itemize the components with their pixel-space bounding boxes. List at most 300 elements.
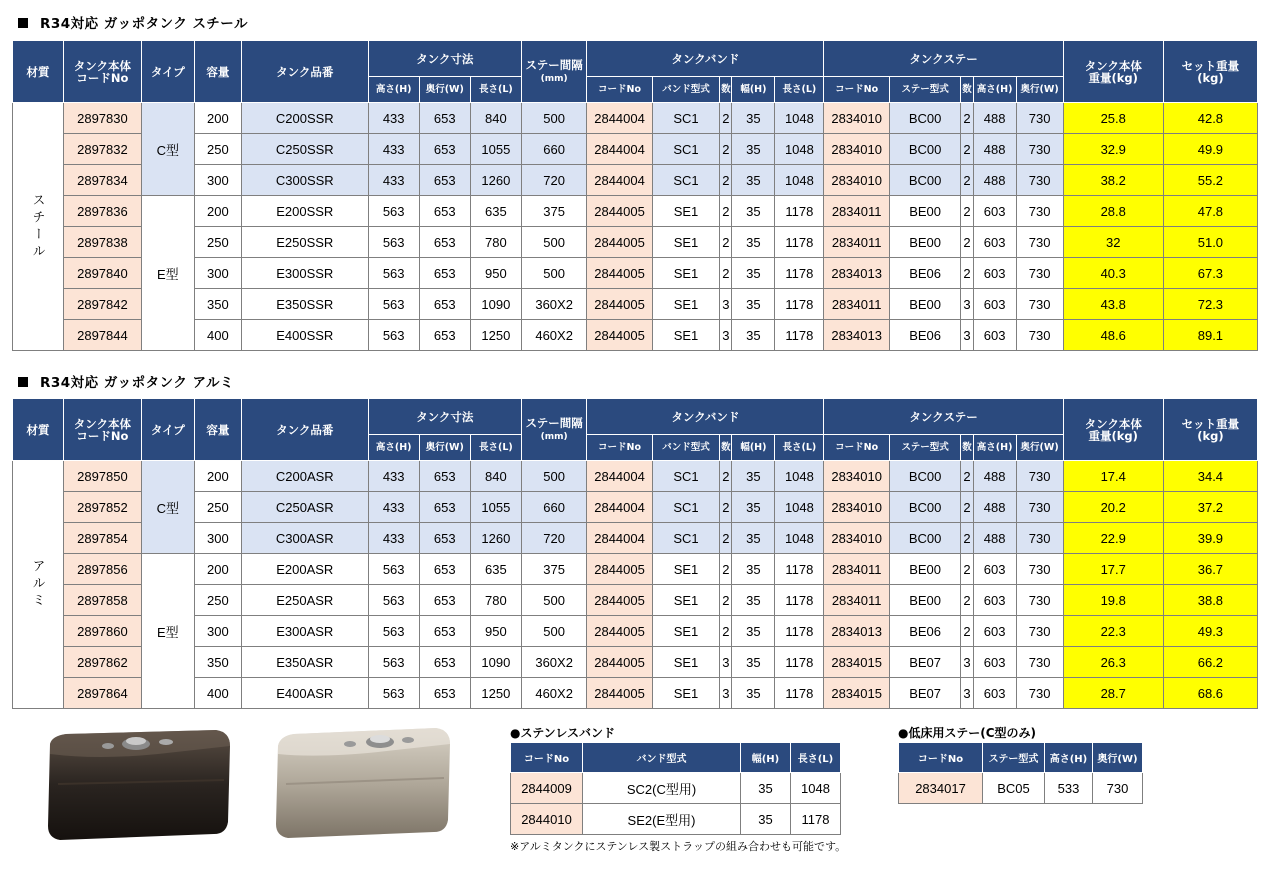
band-type-cell: SE1 <box>652 227 719 258</box>
stay-gap-cell: 375 <box>521 554 586 585</box>
stay-code-cell: 2834010 <box>824 461 889 492</box>
dim-h-cell: 433 <box>368 103 419 134</box>
col-band-h: 幅(H) <box>732 77 775 103</box>
col-capacity: 容量 <box>194 399 241 461</box>
col-stay-gap-bottom: (mm) <box>540 431 568 442</box>
stay-h-cell: 603 <box>973 289 1016 320</box>
stay-n-cell: 2 <box>961 585 973 616</box>
band-n-cell: 2 <box>720 523 732 554</box>
tank-code-cell: 2897842 <box>64 289 142 320</box>
dim-l-cell: 1260 <box>470 165 521 196</box>
stay-w-cell: 730 <box>1016 554 1063 585</box>
stay-code-cell: 2834010 <box>824 134 889 165</box>
model-cell: E250ASR <box>241 585 368 616</box>
capacity-cell: 350 <box>194 289 241 320</box>
band-header-1: バンド型式 <box>583 743 741 773</box>
col-stay-gap-bottom: (mm) <box>540 73 568 84</box>
dim-w-cell: 653 <box>419 289 470 320</box>
col-set-weight-bottom: (kg) <box>1197 428 1224 443</box>
band-cell: 35 <box>741 804 791 835</box>
col-tank-weight-bottom: 重量(kg) <box>1088 70 1138 85</box>
dim-l-cell: 1250 <box>470 320 521 351</box>
band-l-cell: 1048 <box>775 165 824 196</box>
col-band-n: 数 <box>720 77 732 103</box>
col-model: タンク品番 <box>241 399 368 461</box>
stay-gap-cell: 500 <box>521 616 586 647</box>
band-l-cell: 1178 <box>775 227 824 258</box>
stay-w-cell: 730 <box>1016 492 1063 523</box>
tank-code-cell: 2897852 <box>64 492 142 523</box>
band-header-2: 幅(H) <box>741 743 791 773</box>
model-cell: E300SSR <box>241 258 368 289</box>
band-n-cell: 2 <box>720 103 732 134</box>
band-h-cell: 35 <box>732 289 775 320</box>
band-code-cell: 2844004 <box>587 103 652 134</box>
model-cell: C250ASR <box>241 492 368 523</box>
band-code-cell: 2844004 <box>587 165 652 196</box>
band-type-cell: SE1 <box>652 585 719 616</box>
col-set-weight-top: セット重量 <box>1181 58 1240 73</box>
col-stay-w: 奥行(W) <box>1016 435 1063 461</box>
stay-w-cell: 730 <box>1016 165 1063 196</box>
band-h-cell: 35 <box>732 523 775 554</box>
table-row <box>13 616 1258 647</box>
col-stay-gap <box>521 399 586 461</box>
model-cell: E350ASR <box>241 647 368 678</box>
band-type-cell: SE1 <box>652 554 719 585</box>
table-row <box>13 585 1258 616</box>
type-cell: E型 <box>141 196 194 351</box>
stay-type-cell: BE06 <box>889 616 961 647</box>
stay-h-cell: 603 <box>973 647 1016 678</box>
band-header-0: コードNo <box>511 743 583 773</box>
stay-n-cell: 3 <box>961 289 973 320</box>
dim-w-cell: 653 <box>419 227 470 258</box>
band-cell: SE2(E型用) <box>583 804 741 835</box>
header-row <box>13 41 1258 77</box>
stay-type-cell: BC00 <box>889 134 961 165</box>
band-h-cell: 35 <box>732 103 775 134</box>
header-row <box>13 399 1258 435</box>
band-type-cell: SE1 <box>652 647 719 678</box>
tank-weight-cell: 19.8 <box>1063 585 1163 616</box>
stay-h-cell: 603 <box>973 678 1016 709</box>
col-band-code: コードNo <box>587 77 652 103</box>
dim-l-cell: 780 <box>470 585 521 616</box>
dim-h-cell: 563 <box>368 227 419 258</box>
col-material: 材質 <box>13 399 64 461</box>
set-weight-cell: 66.2 <box>1163 647 1257 678</box>
tank-weight-cell: 28.8 <box>1063 196 1163 227</box>
tank-weight-cell: 17.7 <box>1063 554 1163 585</box>
stay-gap-cell: 460X2 <box>521 678 586 709</box>
set-weight-cell: 38.8 <box>1163 585 1257 616</box>
tank-weight-cell: 20.2 <box>1063 492 1163 523</box>
band-l-cell: 1048 <box>775 134 824 165</box>
stay-code-cell: 2834011 <box>824 227 889 258</box>
band-l-cell: 1048 <box>775 523 824 554</box>
tank-code-cell: 2897854 <box>64 523 142 554</box>
col-capacity: 容量 <box>194 41 241 103</box>
table-row <box>13 227 1258 258</box>
stay-h-cell: 488 <box>973 165 1016 196</box>
col-dim-h: 高さ(H) <box>368 77 419 103</box>
capacity-cell: 200 <box>194 196 241 227</box>
col-tank-weight-top: タンク本体 <box>1084 58 1142 73</box>
tank-code-cell: 2897830 <box>64 103 142 134</box>
band-type-cell: SC1 <box>652 165 719 196</box>
dim-l-cell: 950 <box>470 616 521 647</box>
band-n-cell: 2 <box>720 258 732 289</box>
stay-code-cell: 2834011 <box>824 585 889 616</box>
stay-code-cell: 2834013 <box>824 320 889 351</box>
band-h-cell: 35 <box>732 585 775 616</box>
band-n-cell: 2 <box>720 585 732 616</box>
col-band: タンクバンド <box>587 41 824 77</box>
tank-weight-cell: 43.8 <box>1063 289 1163 320</box>
col-stay-h: 高さ(H) <box>973 435 1016 461</box>
stay-type-cell: BE00 <box>889 554 961 585</box>
set-weight-cell: 37.2 <box>1163 492 1257 523</box>
band-code-cell: 2844005 <box>587 585 652 616</box>
stay-w-cell: 730 <box>1016 647 1063 678</box>
band-code-cell: 2844005 <box>587 678 652 709</box>
set-weight-cell: 49.9 <box>1163 134 1257 165</box>
stay-gap-cell: 720 <box>521 523 586 554</box>
table-row <box>13 461 1258 492</box>
col-code-bottom: コードNo <box>76 428 129 443</box>
capacity-cell: 250 <box>194 134 241 165</box>
band-n-cell: 3 <box>720 320 732 351</box>
band-type-cell: SE1 <box>652 320 719 351</box>
band-code-cell: 2844005 <box>587 616 652 647</box>
col-band-l: 長さ(L) <box>775 435 824 461</box>
dim-w-cell: 653 <box>419 103 470 134</box>
alu-section-title: R34対応 ガッポタンク アルミ <box>18 371 234 391</box>
col-type: タイプ <box>141 41 194 103</box>
band-h-cell: 35 <box>732 492 775 523</box>
stay-header-0: コードNo <box>899 743 983 773</box>
stay-gap-cell: 500 <box>521 227 586 258</box>
col-band-type: バンド型式 <box>652 435 719 461</box>
band-h-cell: 35 <box>732 134 775 165</box>
dim-w-cell: 653 <box>419 134 470 165</box>
model-cell: C200SSR <box>241 103 368 134</box>
col-band-h: 幅(H) <box>732 435 775 461</box>
col-code-bottom: コードNo <box>76 70 129 85</box>
dim-w-cell: 653 <box>419 647 470 678</box>
tank-code-cell: 2897836 <box>64 196 142 227</box>
stay-gap-cell: 660 <box>521 134 586 165</box>
stay-w-cell: 730 <box>1016 134 1063 165</box>
stay-h-cell: 488 <box>973 492 1016 523</box>
stay-h-cell: 603 <box>973 258 1016 289</box>
stay-type-cell: BE00 <box>889 227 961 258</box>
dim-h-cell: 563 <box>368 678 419 709</box>
stay-w-cell: 730 <box>1016 523 1063 554</box>
model-cell: E300ASR <box>241 616 368 647</box>
band-l-cell: 1048 <box>775 103 824 134</box>
dim-w-cell: 653 <box>419 320 470 351</box>
stay-cell: BC05 <box>983 773 1045 804</box>
stay-code-cell: 2834010 <box>824 165 889 196</box>
table-row <box>13 492 1258 523</box>
stay-code-cell: 2834015 <box>824 678 889 709</box>
set-weight-cell: 51.0 <box>1163 227 1257 258</box>
dim-w-cell: 653 <box>419 678 470 709</box>
square-bullet-icon <box>18 377 28 387</box>
capacity-cell: 200 <box>194 461 241 492</box>
col-stay-gap-top: ステー間隔 <box>525 57 583 72</box>
tank-weight-cell: 17.4 <box>1063 461 1163 492</box>
low-floor-stay-title: ●低床用ステー(C型のみ) <box>898 726 1037 740</box>
set-weight-cell: 72.3 <box>1163 289 1257 320</box>
col-band-l: 長さ(L) <box>775 77 824 103</box>
capacity-cell: 300 <box>194 616 241 647</box>
stay-h-cell: 488 <box>973 134 1016 165</box>
stay-code-cell: 2834013 <box>824 258 889 289</box>
col-stay-gap-top: ステー間隔 <box>525 415 583 430</box>
col-material: 材質 <box>13 41 64 103</box>
stay-h-cell: 488 <box>973 461 1016 492</box>
tank-weight-cell: 38.2 <box>1063 165 1163 196</box>
stay-gap-cell: 500 <box>521 585 586 616</box>
stay-code-cell: 2834010 <box>824 523 889 554</box>
table-row <box>13 196 1258 227</box>
stay-gap-cell: 500 <box>521 103 586 134</box>
stay-n-cell: 2 <box>961 461 973 492</box>
col-model: タンク品番 <box>241 41 368 103</box>
col-stay-n: 数 <box>961 77 973 103</box>
col-stay: タンクステー <box>824 399 1063 435</box>
band-l-cell: 1178 <box>775 585 824 616</box>
stay-code-cell: 2834011 <box>824 196 889 227</box>
tank-weight-cell: 32 <box>1063 227 1163 258</box>
stay-type-cell: BE00 <box>889 289 961 320</box>
dim-h-cell: 433 <box>368 461 419 492</box>
capacity-cell: 250 <box>194 227 241 258</box>
band-type-cell: SC1 <box>652 103 719 134</box>
band-n-cell: 2 <box>720 461 732 492</box>
dim-w-cell: 653 <box>419 165 470 196</box>
stay-gap-cell: 375 <box>521 196 586 227</box>
stay-n-cell: 3 <box>961 647 973 678</box>
capacity-cell: 200 <box>194 103 241 134</box>
stay-type-cell: BC00 <box>889 461 961 492</box>
stay-w-cell: 730 <box>1016 196 1063 227</box>
tank-weight-cell: 28.7 <box>1063 678 1163 709</box>
col-dim-h: 高さ(H) <box>368 435 419 461</box>
stay-header-1: ステー型式 <box>983 743 1045 773</box>
tank-code-cell: 2897864 <box>64 678 142 709</box>
table-row <box>13 554 1258 585</box>
col-type: タイプ <box>141 399 194 461</box>
stay-w-cell: 730 <box>1016 227 1063 258</box>
col-dim-w: 奥行(W) <box>419 77 470 103</box>
model-cell: E200ASR <box>241 554 368 585</box>
stay-gap-cell: 500 <box>521 258 586 289</box>
stay-type-cell: BC00 <box>889 103 961 134</box>
stainless-note: ※アルミタンクにステンレス製ストラップの組み合わせも可能です。 <box>510 840 847 853</box>
band-code-cell: 2844005 <box>587 647 652 678</box>
dim-l-cell: 1090 <box>470 289 521 320</box>
capacity-cell: 300 <box>194 523 241 554</box>
set-weight-cell: 47.8 <box>1163 196 1257 227</box>
dim-l-cell: 1260 <box>470 523 521 554</box>
band-n-cell: 2 <box>720 227 732 258</box>
col-code-top: タンク本体 <box>73 58 132 73</box>
low-floor-stay-table <box>898 742 1143 804</box>
model-cell: E400SSR <box>241 320 368 351</box>
col-stay-type: ステー型式 <box>889 77 961 103</box>
col-tank-weight <box>1063 399 1163 461</box>
stay-gap-cell: 720 <box>521 165 586 196</box>
band-header-3: 長さ(L) <box>791 743 841 773</box>
band-h-cell: 35 <box>732 647 775 678</box>
band-l-cell: 1178 <box>775 678 824 709</box>
capacity-cell: 400 <box>194 678 241 709</box>
band-code-cell: 2844005 <box>587 258 652 289</box>
set-weight-cell: 67.3 <box>1163 258 1257 289</box>
dim-h-cell: 563 <box>368 585 419 616</box>
band-header-row <box>511 743 841 773</box>
band-l-cell: 1178 <box>775 320 824 351</box>
col-tank-weight-bottom: 重量(kg) <box>1088 428 1138 443</box>
band-l-cell: 1178 <box>775 258 824 289</box>
band-h-cell: 35 <box>732 227 775 258</box>
stay-w-cell: 730 <box>1016 289 1063 320</box>
stay-n-cell: 2 <box>961 196 973 227</box>
model-cell: C200ASR <box>241 461 368 492</box>
dim-h-cell: 563 <box>368 289 419 320</box>
band-n-cell: 2 <box>720 492 732 523</box>
band-h-cell: 35 <box>732 165 775 196</box>
stay-n-cell: 2 <box>961 165 973 196</box>
square-bullet-icon <box>18 18 28 28</box>
stay-type-cell: BC00 <box>889 523 961 554</box>
stay-n-cell: 2 <box>961 103 973 134</box>
dim-h-cell: 563 <box>368 258 419 289</box>
set-weight-cell: 49.3 <box>1163 616 1257 647</box>
stay-code-cell: 2834015 <box>824 647 889 678</box>
type-cell: E型 <box>141 554 194 709</box>
tank-weight-cell: 22.9 <box>1063 523 1163 554</box>
dim-l-cell: 840 <box>470 103 521 134</box>
dim-h-cell: 563 <box>368 320 419 351</box>
stay-n-cell: 2 <box>961 616 973 647</box>
tank-code-cell: 2897840 <box>64 258 142 289</box>
col-band-code: コードNo <box>587 435 652 461</box>
band-n-cell: 2 <box>720 165 732 196</box>
capacity-cell: 250 <box>194 492 241 523</box>
col-stay: タンクステー <box>824 41 1063 77</box>
tank-code-cell: 2897834 <box>64 165 142 196</box>
stay-type-cell: BE07 <box>889 647 961 678</box>
col-stay-type: ステー型式 <box>889 435 961 461</box>
tank-code-cell: 2897832 <box>64 134 142 165</box>
capacity-cell: 250 <box>194 585 241 616</box>
stay-w-cell: 730 <box>1016 678 1063 709</box>
model-cell: C250SSR <box>241 134 368 165</box>
stay-header-row <box>899 743 1143 773</box>
dim-w-cell: 653 <box>419 258 470 289</box>
alu-spec-table <box>12 398 1258 709</box>
steel-fuel-tank-photo <box>38 724 234 842</box>
band-row <box>511 804 841 835</box>
stay-n-cell: 3 <box>961 320 973 351</box>
stay-h-cell: 488 <box>973 523 1016 554</box>
band-l-cell: 1048 <box>775 492 824 523</box>
tank-code-cell: 2897838 <box>64 227 142 258</box>
stay-h-cell: 603 <box>973 554 1016 585</box>
tank-code-cell: 2897862 <box>64 647 142 678</box>
col-dim-l: 長さ(L) <box>470 77 521 103</box>
stay-type-cell: BE00 <box>889 196 961 227</box>
table-row <box>13 258 1258 289</box>
band-code-cell: 2844005 <box>587 289 652 320</box>
band-code-cell: 2844005 <box>587 196 652 227</box>
band-code-cell: 2844004 <box>587 461 652 492</box>
band-type-cell: SC1 <box>652 461 719 492</box>
tank-weight-cell: 48.6 <box>1063 320 1163 351</box>
band-code-cell: 2844004 <box>587 523 652 554</box>
tank-weight-cell: 26.3 <box>1063 647 1163 678</box>
stay-n-cell: 2 <box>961 258 973 289</box>
col-code-top: タンク本体 <box>73 416 132 431</box>
band-type-cell: SC1 <box>652 523 719 554</box>
col-set-weight <box>1163 399 1257 461</box>
model-cell: E400ASR <box>241 678 368 709</box>
stainless-band-table <box>510 742 841 835</box>
dim-w-cell: 653 <box>419 616 470 647</box>
band-n-cell: 2 <box>720 134 732 165</box>
capacity-cell: 350 <box>194 647 241 678</box>
stay-w-cell: 730 <box>1016 616 1063 647</box>
stay-n-cell: 2 <box>961 554 973 585</box>
dim-l-cell: 1250 <box>470 678 521 709</box>
tank-code-cell: 2897850 <box>64 461 142 492</box>
band-h-cell: 35 <box>732 616 775 647</box>
dim-w-cell: 653 <box>419 585 470 616</box>
stay-h-cell: 603 <box>973 320 1016 351</box>
band-cell: 2844010 <box>511 804 583 835</box>
stay-cell: 533 <box>1045 773 1093 804</box>
col-set-weight-bottom: (kg) <box>1197 70 1224 85</box>
col-dims: タンク寸法 <box>368 399 521 435</box>
stay-gap-cell: 360X2 <box>521 647 586 678</box>
band-cell: 1048 <box>791 773 841 804</box>
dim-l-cell: 1090 <box>470 647 521 678</box>
band-l-cell: 1178 <box>775 289 824 320</box>
band-type-cell: SE1 <box>652 258 719 289</box>
band-h-cell: 35 <box>732 678 775 709</box>
band-code-cell: 2844005 <box>587 227 652 258</box>
band-n-cell: 3 <box>720 678 732 709</box>
table-row <box>13 647 1258 678</box>
stay-header-2: 高さ(H) <box>1045 743 1093 773</box>
band-type-cell: SE1 <box>652 289 719 320</box>
capacity-cell: 300 <box>194 165 241 196</box>
model-cell: E250SSR <box>241 227 368 258</box>
tank-weight-cell: 25.8 <box>1063 103 1163 134</box>
dim-l-cell: 780 <box>470 227 521 258</box>
dim-h-cell: 563 <box>368 554 419 585</box>
stay-code-cell: 2834010 <box>824 103 889 134</box>
dim-h-cell: 433 <box>368 492 419 523</box>
table-row <box>13 134 1258 165</box>
tank-code-cell: 2897856 <box>64 554 142 585</box>
col-dim-w: 奥行(W) <box>419 435 470 461</box>
